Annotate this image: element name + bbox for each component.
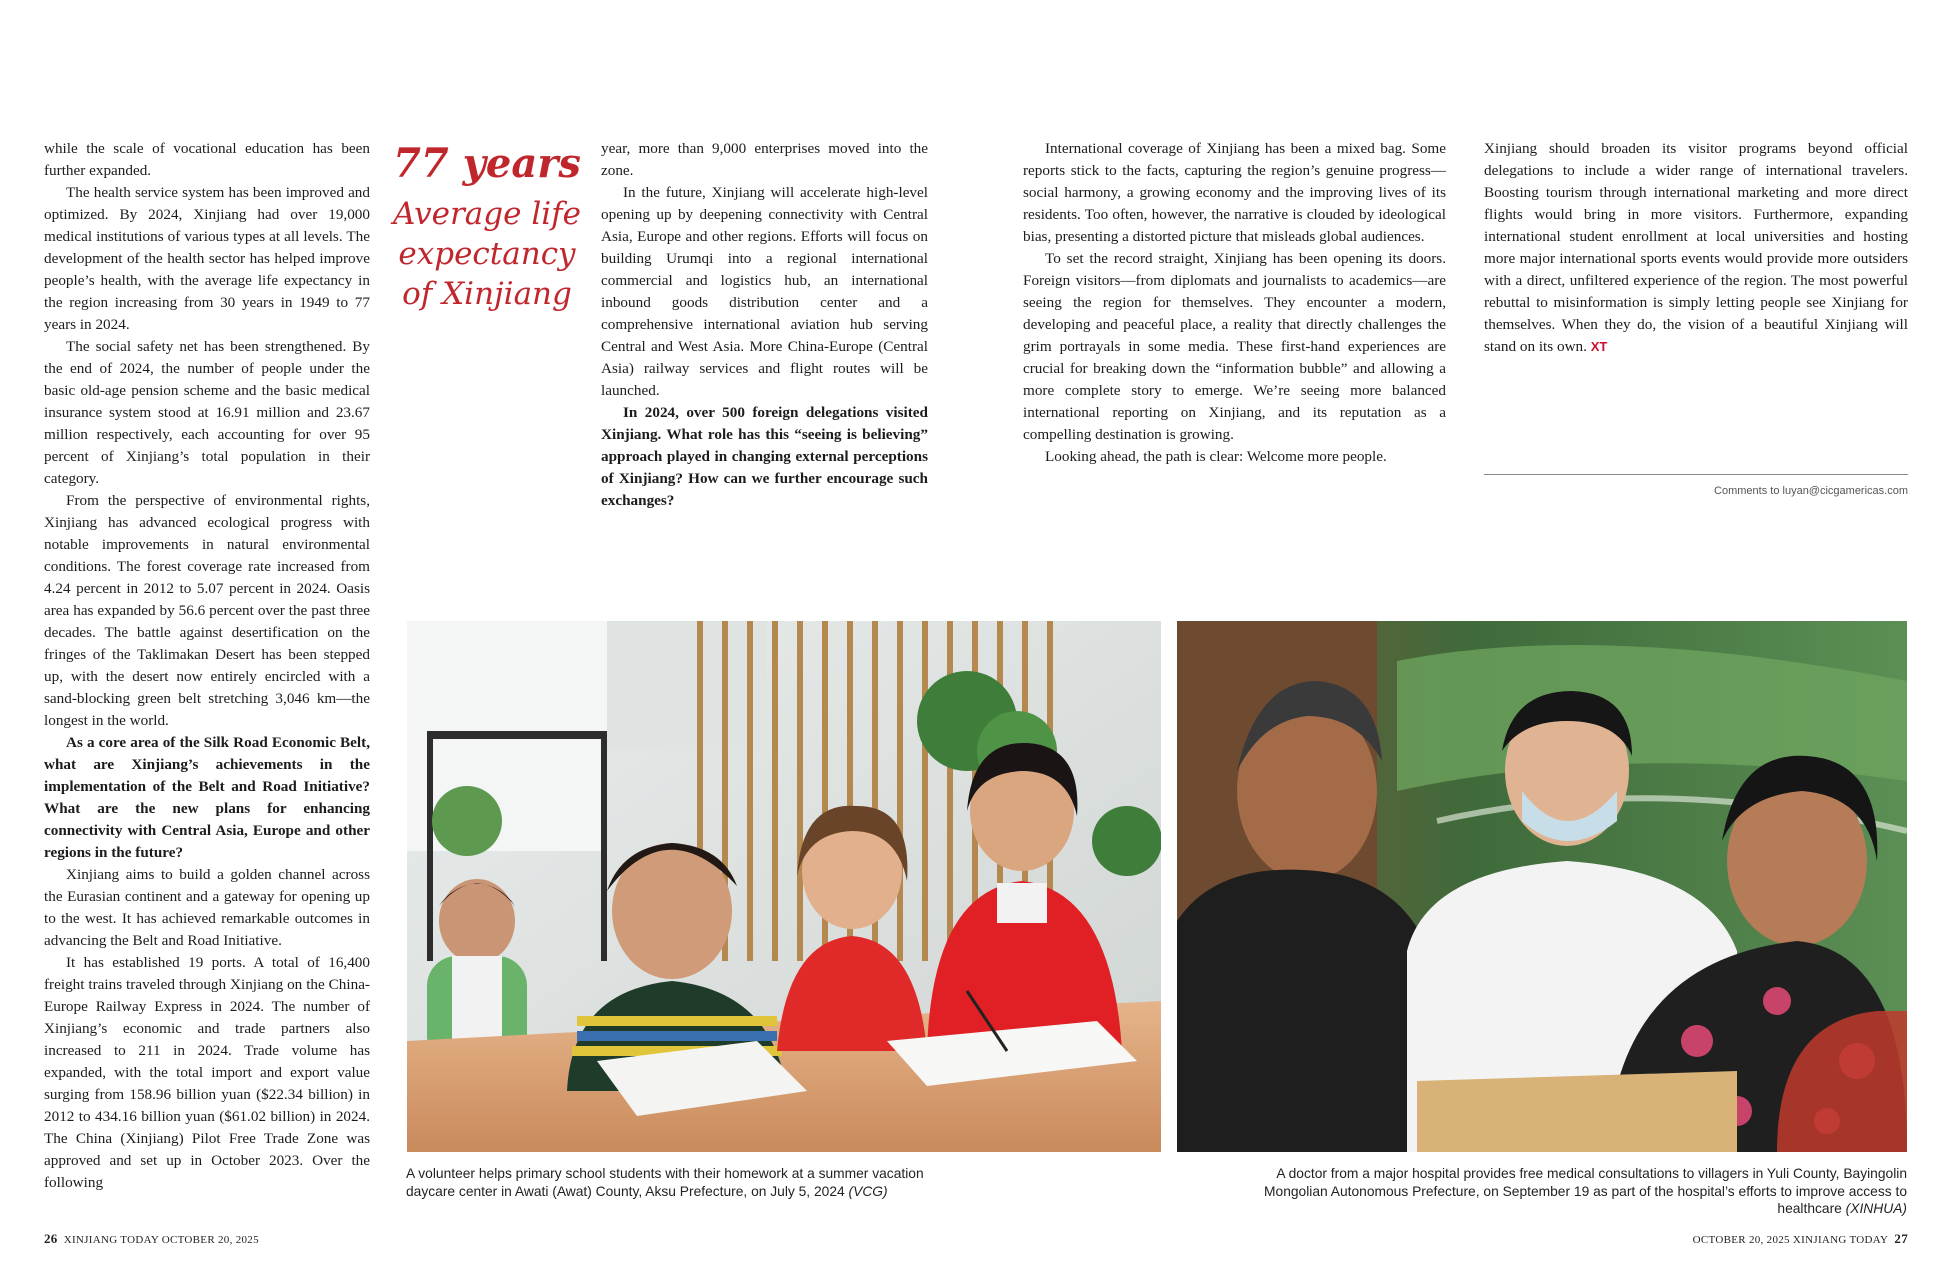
caption-right-text: A doctor from a major hospital provides free medical consultations to villagers in Yuli County, Bayingolin Mongolian Autonomous Prefecture, on September 19 as part of the hospital’s efforts to improve access to healthcare [1264, 1166, 1907, 1216]
fourth-text-column [1484, 138, 1908, 358]
body-paragraph: To set the record straight, Xinjiang has been opening its doors. Foreign visitors—from diplomats and journalists to academics—are seeing the region for themselves. They encounter a modern, developing and peaceful place, a reality that directly challenges the grim portrayals in some media. These first-hand experiences are crucial for breaking down the “information bubble” and allowing a more complete story to emerge. We’re seeing more balanced international reporting on Xinjiang, and its reputation as a compelling destination is growing. [1023, 250, 1446, 443]
pullout-subtext: Average life expectancy of Xinjiang [393, 196, 581, 312]
closing-text: Xinjiang should broaden its visitor programs beyond official delegations to include a wider range of international travelers. Boosting tourism through international marketing and more direct flights would bring in more visitors. Furthermore, expanding international student enrollment at local universities and hosting more major international sports events would provide more outsiders with a direct, unfiltered experience of the region. The most powerful rebuttal to misinformation is simply letting people see Xinjiang for themselves. When they do, the vision of a beautiful Xinjiang will stand on its own. [1484, 140, 1908, 355]
page-number-left: 26 [44, 1231, 58, 1246]
comments-email: Comments to luyan@cicgamericas.com [1714, 485, 1908, 497]
body-paragraph: The health service system has been improved and optimized. By 2024, Xinjiang had over 19,000 medical institutions of various types at all levels. The development of the health sector has helped improve people’s health, with the average life expectancy in the region increasing from 30 years in 1949 to 77 years in 2024. [44, 184, 370, 333]
photo-volunteer-students [407, 621, 1161, 1152]
caption-right [1250, 1165, 1907, 1218]
footer-left [44, 1231, 259, 1247]
body-paragraph: The social safety net has been strengthened. By the end of 2024, the number of people under the basic old-age pension scheme and the basic medical insurance system stood at 16.91 million and 23.67 million respectively, each accounting for over 95 percent of Xinjiang’s total population in their category. [44, 338, 370, 487]
body-paragraph: International coverage of Xinjiang has been a mixed bag. Some reports stick to the facts, capturing the region’s genuine progress—social harmony, a growing economy and the improving lives of its residents. Too often, however, the narrative is clouded by ideological bias, presenting a distorted picture that misleads global audiences. [1023, 140, 1446, 245]
pullout-quote [392, 140, 582, 314]
body-paragraph: while the scale of vocational education has been further expanded. [44, 140, 370, 179]
middle-text-column [601, 138, 928, 512]
body-paragraph: From the perspective of environmental rights, Xinjiang has advanced ecological progress with notable improvements in natural environmental conditions. The forest coverage rate increased from 4.24 percent in 2012 to 5.07 percent in 2024. Oasis area has expanded by 56.6 percent over the past three decades. The battle against desertification on the fringes of the Taklimakan Desert has been stepped up, with the desert now entirely encircled with a sand-blocking green belt stretching 3,046 km—the longest in the world. [44, 492, 370, 729]
body-paragraph: It has established 19 ports. A total of 16,400 freight trains traveled through Xinjiang on the China-Europe Railway Express in 2024. The number of Xinjiang’s economic and trade partners also increased to 211 in 2024. Trade volume has expanded, with the total import and export value surging from 158.96 billion yuan ($22.34 billion) in 2012 to 434.16 billion yuan ($61.02 billion) in 2024. The China (Xinjiang) Pilot Free Trade Zone was approved and set up in October 2023. Over the following [44, 954, 370, 1191]
body-paragraph: year, more than 9,000 enterprises moved into the zone. [601, 140, 928, 179]
footer-left-text: XINJIANG TODAY OCTOBER 20, 2025 [63, 1234, 259, 1246]
body-paragraph: Xinjiang aims to build a golden channel across the Eurasian continent and a gateway for opening up to the west. It has achieved remarkable outcomes in advancing the Belt and Road Initiative. [44, 866, 370, 949]
caption-right-credit: (XINHUA) [1845, 1201, 1907, 1216]
body-paragraph: Looking ahead, the path is clear: Welcome more people. [1045, 448, 1387, 465]
divider-rule [1484, 474, 1908, 475]
body-paragraph: In the future, Xinjiang will accelerate high-level opening up by deepening connectivity with Central Asia, Europe and other regions. Efforts will focus on building Urumqi into a regional international commercial and logistics hub, an international inbound goods distribution center and a comprehensive international aviation hub serving Central and West Asia. More China-Europe (Central Asia) railway services and flight routes will be launched. [601, 184, 928, 399]
body-paragraph: In 2024, over 500 foreign delegations visited Xinjiang. What role has this “seeing is believing” approach played in changing external perceptions of Xinjiang? How can we further encourage such exchanges? [601, 404, 928, 509]
caption-left-credit: (VCG) [848, 1183, 888, 1199]
body-paragraph: As a core area of the Silk Road Economic Belt, what are Xinjiang’s achievements in the implementation of the Belt and Road Initiative? What are the new plans for enhancing connectivity with Central Asia, Europe and other regions in the future? [44, 734, 370, 861]
caption-left [406, 1165, 936, 1200]
footer-right [1693, 1231, 1908, 1247]
caption-left-text: A volunteer helps primary school students with their homework at a summer vacation daycare center in Awati (Awat) County, Aksu Prefecture, on July 5, 2024 [406, 1166, 924, 1199]
photo-doctor-consultation [1177, 621, 1907, 1152]
pullout-headline: 77 years [393, 140, 581, 187]
left-text-column [44, 138, 370, 1194]
end-mark: XT [1590, 339, 1608, 354]
footer-right-text: OCTOBER 20, 2025 XINJIANG TODAY [1692, 1234, 1889, 1246]
closing-paragraph [1484, 138, 1908, 358]
page-number-right: 27 [1894, 1231, 1908, 1246]
third-text-column [1023, 138, 1446, 468]
